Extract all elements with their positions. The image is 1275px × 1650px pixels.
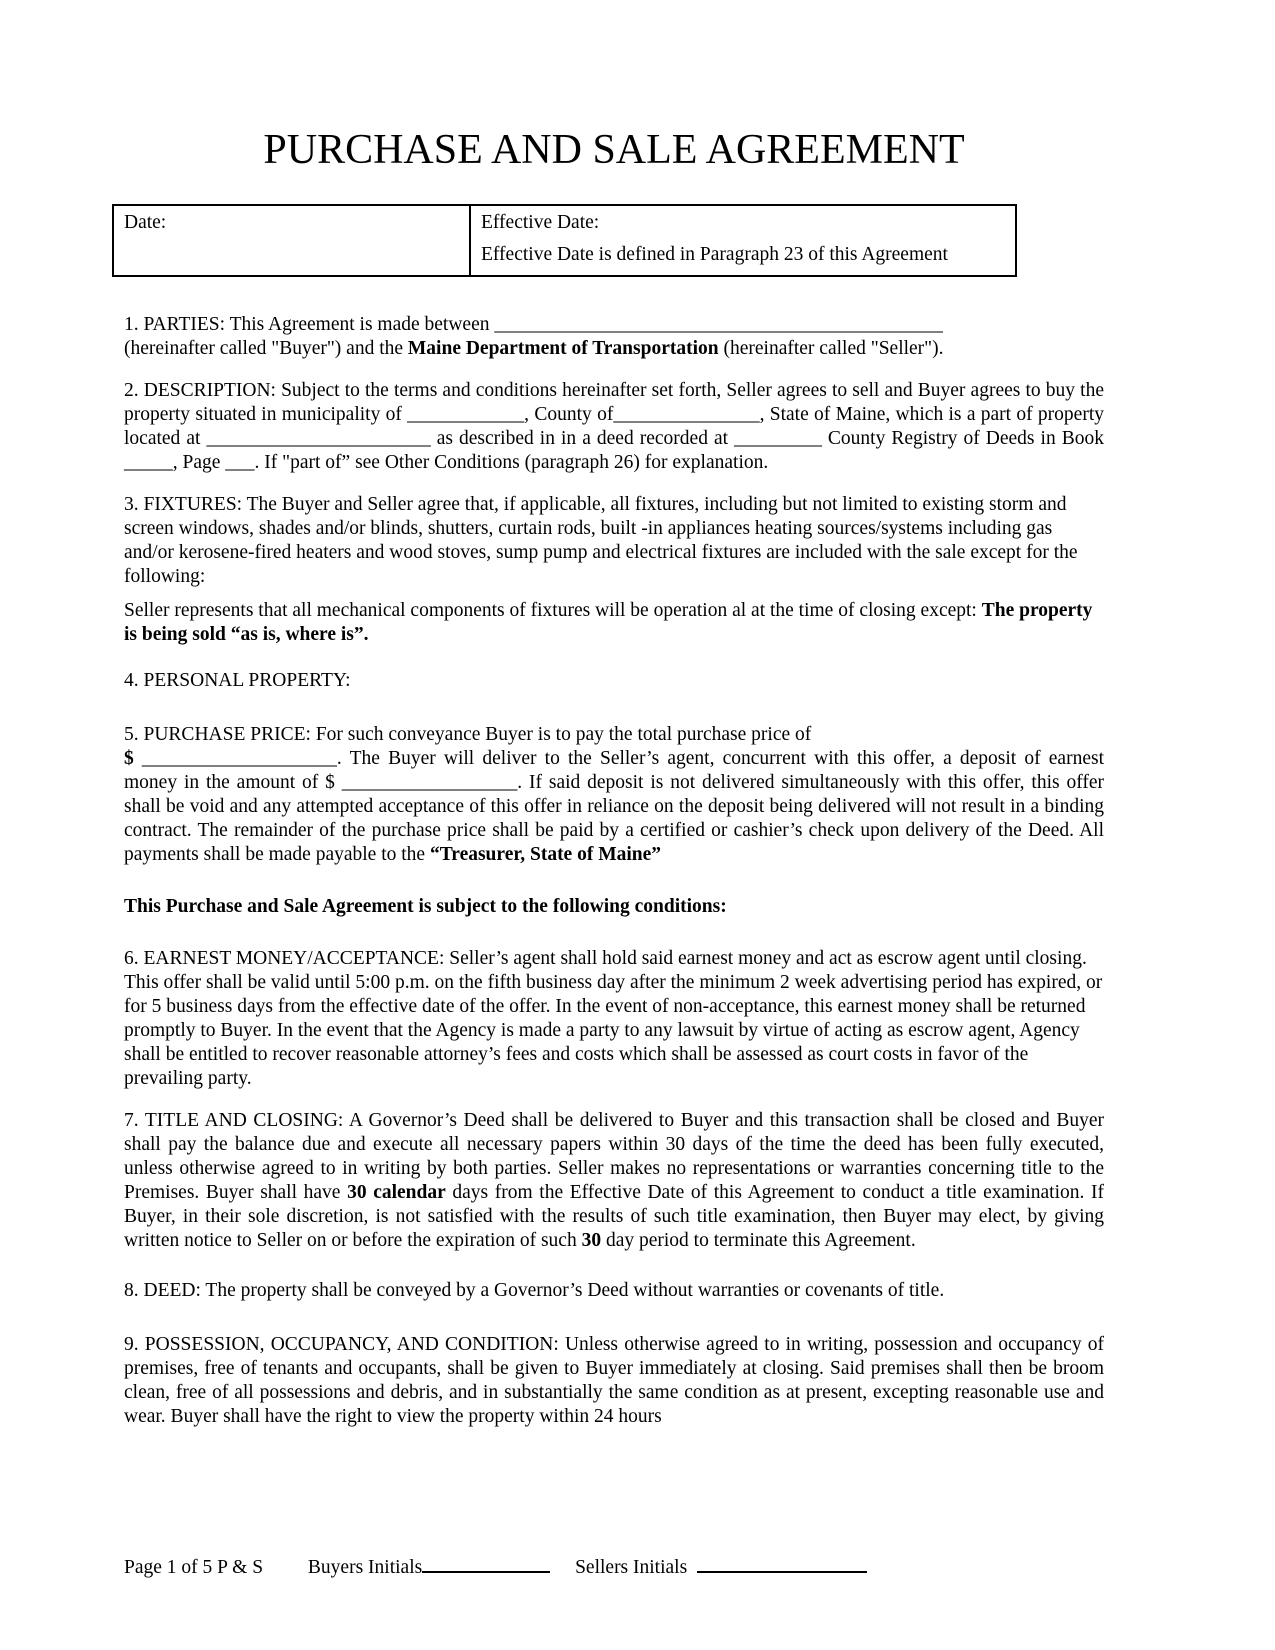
paragraph-earnest: 6. EARNEST MONEY/ACCEPTANCE: Seller’s agent shall hold said earnest money and act as escrow agent until closing. This offer shall be valid until 5:00 p.m. on the fifth business day after the minimum 2 week advertising period has expired, or for 5 business days from the effective date of the offer. In the event of non-acceptance, this earnest money shall be returned promptly to Buyer. In the event that the Agency is made a party to any lawsuit by virtue of acting as escrow agent, Agency shall be entitled to recover reasonable attorney’s fees and costs which shall be assessed as court costs in favor of the prevailing party. <box>124 948 1103 1089</box>
buyers-initials-line <box>422 1552 550 1573</box>
document-title: PURCHASE AND SALE AGREEMENT <box>263 127 965 173</box>
paragraph-fixtures: 3. FIXTURES: The Buyer and Seller agree that, if applicable, all fixtures, including but not limited to existing storm and screen windows, shades and/or blinds, shutters, curtain rods, built -in appliances heating sources/systems including gas and/or kerosene-fired heaters and wood stoves, sump pump and electrical fixtures are included with the sale except for the following: <box>124 494 1078 587</box>
paragraph-title_closing: 7. TITLE AND CLOSING: A Governor’s Deed shall be delivered to Buyer and this transaction shall be closed and Buyer shall pay the balance due and execute all necessary papers within 30 days of the time the deed has been fully executed, unless otherwise agreed to in writing by both parties. Seller makes no representations or warranties concerning title to the Premises. Buyer shall have 30 calendar days from the Effective Date of this Agreement to conduct a title examination. If Buyer, in their sole discretion, is not satisfied with the results of such title examination, then Buyer may elect, by giving written notice to Seller on or before the expiration of such 30 day period to terminate this Agreement. <box>124 1110 1104 1251</box>
effective-date-label: Effective Date: <box>481 212 600 233</box>
document-content <box>124 0 1104 1429</box>
sellers-initials-label: Sellers Initials <box>575 1557 688 1578</box>
date-label: Date: <box>124 212 167 233</box>
effective-date-definition: Effective Date is defined in Paragraph 23 of this Agreement <box>481 244 948 265</box>
paragraph-fixtures_note: Seller represents that all mechanical components of fixtures will be operation al at the time of closing except: The property is being sold “as is, where is”. <box>124 600 1093 645</box>
paragraph-parties: 1. PARTIES: This Agreement is made between ______________________________________________ (hereinafter called "Buyer") and the Maine Department of Transportation (hereinafter called "Seller"). <box>124 314 944 359</box>
sellers-initials-line <box>697 1552 867 1573</box>
buyers-initials-label: Buyers Initials <box>307 1557 423 1578</box>
paragraph-description: 2. DESCRIPTION: Subject to the terms and conditions hereinafter set forth, Seller agrees to sell and Buyer agrees to buy the property situated in municipality of ____________, County of_______________, State of Maine, which is a part of property located at _______________________ as described in in a deed recorded at _________ County Registry of Deeds in Book _____, Page ___. If "part of” see Other Conditions (paragraph 26) for explanation. <box>124 380 1104 473</box>
effective-date-cell <box>470 205 1016 276</box>
paragraph-possession: 9. POSSESSION, OCCUPANCY, AND CONDITION: Unless otherwise agreed to in writing, possession and occupancy of premises, free of tenants and occupants, shall be given to Buyer immediately at closing. Said premises shall then be broom clean, free of all possessions and debris, and in substantially the same condition as at present, excepting reasonable use and wear. Buyer shall have the right to view the property within 24 hours <box>124 1334 1104 1427</box>
paragraph-subject: This Purchase and Sale Agreement is subject to the following conditions: <box>124 896 727 917</box>
document-body <box>124 313 1104 1429</box>
page-number-label: Page 1 of 5 P & S <box>124 1557 264 1578</box>
paragraph-purchase_price: 5. PURCHASE PRICE: For such conveyance Buyer is to pay the total purchase price of $ ____________________. The Buyer will deliver to the Seller’s agent, concurrent with this offer, a deposit of earnest money in the amount of $ __________________. If said deposit is not delivered simultaneously with this offer, this offer shall be void and any attempted acceptance of this offer in reliance on the deposit being delivered will not result in a binding contract. The remainder of the purchase price shall be paid by a certified or cashier’s check upon delivery of the Deed. All payments shall be made payable to the “Treasurer, State of Maine” <box>124 724 1104 865</box>
header-table <box>112 204 1017 277</box>
page-footer <box>124 1552 1184 1580</box>
paragraph-deed: 8. DEED: The property shall be conveyed by a Governor’s Deed without warranties or covenants of title. <box>124 1280 945 1301</box>
date-cell <box>113 205 470 276</box>
header-table-row <box>113 205 1016 276</box>
paragraph-personal_property: 4. PERSONAL PROPERTY: <box>124 670 351 691</box>
